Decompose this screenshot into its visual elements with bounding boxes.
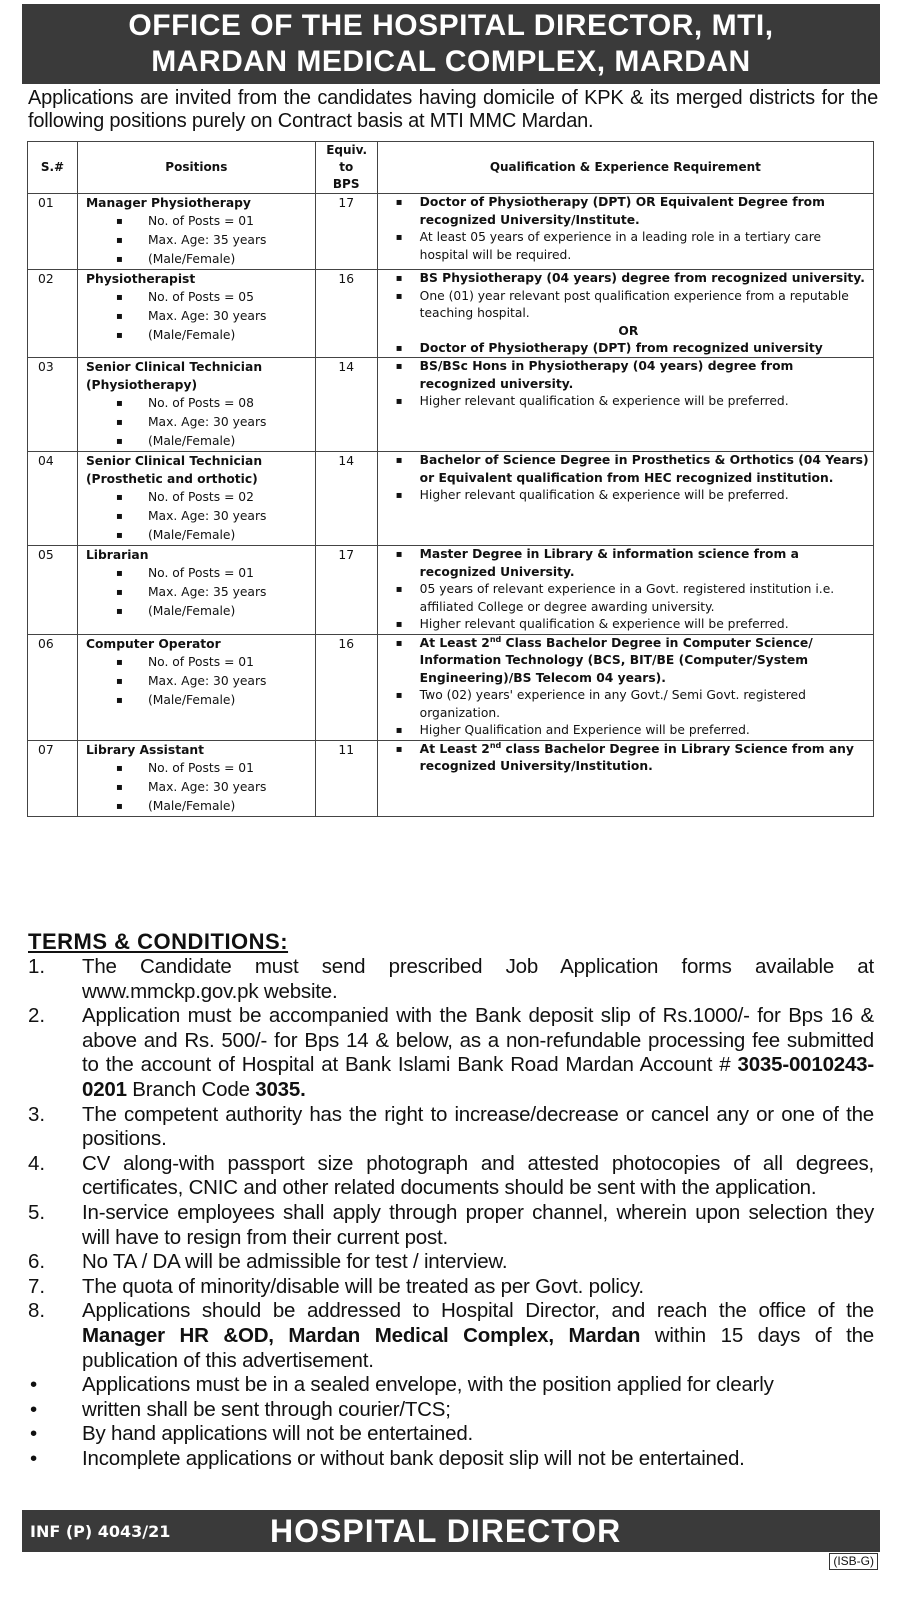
term-number: 8. bbox=[28, 1299, 46, 1323]
term-item bbox=[28, 1201, 874, 1250]
term-number: 6. bbox=[28, 1250, 46, 1274]
position-detail: ▪ Max. Age: 35 years bbox=[116, 231, 315, 250]
row-bps: 17 bbox=[315, 546, 377, 635]
row-qualification bbox=[377, 358, 873, 452]
position-title: Senior Clinical Technician (Physiotherapy) bbox=[85, 360, 263, 392]
qualification-text: At Least 2 bbox=[419, 635, 490, 650]
position-title: Manager Physiotherapy bbox=[85, 196, 251, 210]
position-detail: ▪ (Male/Female) bbox=[116, 797, 315, 816]
term-text-part: Incomplete applications or without bank deposit slip will not be entertained. bbox=[82, 1446, 745, 1470]
table-row bbox=[28, 546, 874, 635]
term-text-part: The competent authority has the right to increase/decrease or cancel any or one of the positions. bbox=[82, 1102, 874, 1151]
term-item bbox=[28, 1152, 874, 1201]
term-item bbox=[28, 1103, 874, 1152]
position-detail: ▪ No. of Posts = 08 bbox=[116, 394, 315, 413]
position-detail: ▪ (Male/Female) bbox=[116, 602, 315, 621]
row-position bbox=[77, 194, 315, 270]
header-sn: S.# bbox=[28, 142, 78, 194]
position-detail: ▪ No. of Posts = 01 bbox=[116, 653, 315, 672]
position-detail: ▪ No. of Posts = 05 bbox=[116, 288, 315, 307]
term-text-part: In-service employees shall apply through proper channel, wherein upon selection they will have to resign from their current post. bbox=[82, 1200, 874, 1249]
position-detail: ▪ (Male/Female) bbox=[116, 326, 315, 345]
table-header-row bbox=[28, 142, 874, 194]
ordinal-suffix: nd bbox=[489, 740, 502, 750]
position-title: Senior Clinical Technician (Prosthetic and orthotic) bbox=[85, 454, 263, 486]
header-band bbox=[22, 4, 880, 84]
term-text bbox=[82, 1103, 874, 1152]
term-text-part: Applications must be in a sealed envelope, with the position applied for clearly bbox=[82, 1373, 774, 1397]
qualification-item: ▪ 05 years of relevant experience in a Govt. registered institution i.e. affiliated College or degree awarding university. bbox=[388, 581, 869, 616]
term-text bbox=[82, 1422, 874, 1447]
row-qualification bbox=[377, 270, 873, 358]
row-qualification bbox=[377, 740, 873, 816]
qualification-item: ▪ Two (02) years' experience in any Govt./ Semi Govt. registered organization. bbox=[388, 687, 869, 722]
term-text-part: Branch Code bbox=[126, 1077, 256, 1101]
term-number: 3. bbox=[28, 1102, 46, 1126]
row-serial: 04 bbox=[28, 452, 78, 546]
qualification-item bbox=[388, 635, 869, 688]
table-row bbox=[28, 740, 874, 816]
table-row bbox=[28, 270, 874, 358]
term-item bbox=[28, 1447, 874, 1472]
or-separator: OR bbox=[618, 323, 639, 338]
qualification-item: ▪ Bachelor of Science Degree in Prosthetics & Orthotics (04 Years) or Equivalent qualification from HEC recognized institution. bbox=[388, 452, 869, 487]
qualification-item: ▪ Master Degree in Library & information science from a recognized University. bbox=[388, 546, 869, 581]
row-bps: 17 bbox=[315, 194, 377, 270]
row-qualification bbox=[377, 634, 873, 740]
header-bps-label: Equiv. to BPS bbox=[326, 143, 368, 191]
row-serial: 06 bbox=[28, 634, 78, 740]
term-text bbox=[82, 1250, 874, 1275]
term-text bbox=[82, 1299, 874, 1373]
term-text-part: CV along-with passport size photograph and attested photocopies of all degrees, certificates, CNIC and other related documents should be sent with the application. bbox=[82, 1151, 874, 1200]
qualification-item: ▪ Doctor of Physiotherapy (DPT) from recognized university bbox=[388, 340, 869, 358]
row-serial: 02 bbox=[28, 270, 78, 358]
ordinal-suffix: nd bbox=[489, 634, 502, 644]
position-detail: ▪ Max. Age: 30 years bbox=[116, 307, 315, 326]
table-row bbox=[28, 634, 874, 740]
row-qualification bbox=[377, 546, 873, 635]
term-emphasis: 3035-0010243- 0201 bbox=[82, 1053, 874, 1101]
row-position bbox=[77, 634, 315, 740]
term-text bbox=[82, 1004, 874, 1102]
qualification-item: ▪ BS/BSc Hons in Physiotherapy (04 years) degree from recognized university. bbox=[388, 358, 869, 393]
position-title: Library Assistant bbox=[85, 742, 205, 757]
row-bps: 16 bbox=[315, 634, 377, 740]
row-bps: 11 bbox=[315, 740, 377, 816]
row-bps: 14 bbox=[315, 452, 377, 546]
header-title-line2: MARDAN MEDICAL COMPLEX, MARDAN bbox=[151, 45, 751, 78]
row-serial: 07 bbox=[28, 740, 78, 816]
row-serial: 05 bbox=[28, 546, 78, 635]
row-qualification bbox=[377, 194, 873, 270]
position-title: Physiotherapist bbox=[85, 272, 196, 286]
row-position bbox=[77, 452, 315, 546]
footer-signature: HOSPITAL DIRECTOR bbox=[270, 1513, 622, 1549]
table-body bbox=[28, 194, 874, 817]
row-position bbox=[77, 740, 315, 816]
header-qualification: Qualification & Experience Requirement bbox=[377, 142, 873, 194]
term-item bbox=[28, 1398, 874, 1423]
term-text bbox=[82, 1447, 874, 1472]
term-text bbox=[82, 955, 874, 1004]
term-text bbox=[82, 1152, 874, 1201]
terms-title: TERMS & CONDITIONS: bbox=[28, 929, 289, 954]
table-row bbox=[28, 452, 874, 546]
position-detail: ▪ No. of Posts = 01 bbox=[116, 759, 315, 778]
footer-reference: INF (P) 4043/21 bbox=[30, 1522, 171, 1541]
term-item bbox=[28, 955, 874, 1004]
footer-band bbox=[22, 1510, 880, 1552]
qualification-text: class Bachelor Degree in Library Science from any recognized University/Institution. bbox=[419, 741, 854, 773]
term-number: 4. bbox=[28, 1151, 46, 1175]
bullet-marker: • bbox=[30, 1397, 38, 1421]
bullet-marker: • bbox=[30, 1446, 38, 1470]
term-number: 5. bbox=[28, 1200, 46, 1224]
qualification-item bbox=[388, 741, 869, 776]
bullet-marker: • bbox=[30, 1373, 38, 1397]
row-position bbox=[77, 358, 315, 452]
bullet-marker: • bbox=[30, 1422, 38, 1446]
term-item bbox=[28, 1373, 874, 1398]
term-text-part: By hand applications will not be entertained. bbox=[82, 1422, 474, 1446]
header-bps bbox=[315, 142, 377, 194]
position-detail: ▪ (Male/Female) bbox=[116, 691, 315, 710]
qualification-text: At Least 2 bbox=[419, 741, 490, 756]
term-text bbox=[82, 1275, 874, 1300]
position-detail: ▪ Max. Age: 30 years bbox=[116, 778, 315, 797]
qualification-item: ▪ Higher relevant qualification & experience will be preferred. bbox=[388, 487, 869, 505]
qualification-item: ▪ Higher Qualification and Experience will be preferred. bbox=[388, 722, 869, 740]
position-title: Computer Operator bbox=[85, 636, 221, 651]
header-title-line1: OFFICE OF THE HOSPITAL DIRECTOR, MTI, bbox=[128, 9, 774, 42]
term-text-part: written shall be sent through courier/TCS; bbox=[82, 1397, 451, 1421]
term-text bbox=[82, 1373, 874, 1398]
position-detail: ▪ Max. Age: 30 years bbox=[116, 507, 315, 526]
term-number: 7. bbox=[28, 1274, 46, 1298]
terms-list bbox=[28, 955, 874, 1471]
row-bps: 14 bbox=[315, 358, 377, 452]
term-text-part: Applications should be addressed to Hospital Director, and reach the office of the bbox=[82, 1299, 874, 1323]
position-detail: ▪ Max. Age: 30 years bbox=[116, 672, 315, 691]
row-serial: 01 bbox=[28, 194, 78, 270]
position-detail: ▪ (Male/Female) bbox=[116, 526, 315, 545]
position-detail: ▪ Max. Age: 30 years bbox=[116, 413, 315, 432]
qualification-item: ▪ One (01) year relevant post qualification experience from a reputable teaching hospital. bbox=[388, 288, 869, 323]
term-text bbox=[82, 1201, 874, 1250]
term-number: 2. bbox=[28, 1004, 46, 1028]
intro-paragraph: Applications are invited from the candidates having domicile of KPK & its merged districts for the following positions purely on Contract basis at MTI MMC Mardan. bbox=[28, 87, 878, 132]
position-detail: ▪ Max. Age: 35 years bbox=[116, 583, 315, 602]
footer-tag: (ISB-G) bbox=[829, 1553, 878, 1570]
row-bps: 16 bbox=[315, 270, 377, 358]
term-text-part: The quota of minority/disable will be treated as per Govt. policy. bbox=[82, 1274, 644, 1298]
term-item bbox=[28, 1275, 874, 1300]
term-text-part: No TA / DA will be admissible for test / interview. bbox=[82, 1250, 508, 1274]
term-text-part: within 15 days of the publication of this advertisement. bbox=[82, 1323, 874, 1372]
table-row bbox=[28, 358, 874, 452]
table-row bbox=[28, 194, 874, 270]
row-serial: 03 bbox=[28, 358, 78, 452]
position-detail: ▪ (Male/Female) bbox=[116, 250, 315, 269]
header-positions: Positions bbox=[77, 142, 315, 194]
term-emphasis: Manager HR &OD, Mardan Medical Complex, Mardan bbox=[82, 1323, 641, 1347]
row-qualification bbox=[377, 452, 873, 546]
qualification-item: ▪ BS Physiotherapy (04 years) degree from recognized university. bbox=[388, 270, 869, 288]
qualification-text: Class Bachelor Degree in Computer Science/ Information Technology (BCS, BIT/BE (Computer/System Engineering)/BS Telecom 04 years). bbox=[419, 635, 813, 685]
term-number: 1. bbox=[28, 955, 46, 978]
position-title: Librarian bbox=[85, 548, 149, 562]
term-text bbox=[82, 1398, 874, 1423]
qualification-item: ▪ At least 05 years of experience in a leading role in a tertiary care hospital will be required. bbox=[388, 229, 869, 264]
qualification-item: ▪ Higher relevant qualification & experience will be preferred. bbox=[388, 393, 869, 411]
position-detail: ▪ No. of Posts = 01 bbox=[116, 212, 315, 231]
row-position bbox=[77, 546, 315, 635]
position-detail: ▪ No. of Posts = 02 bbox=[116, 488, 315, 507]
term-item bbox=[28, 1250, 874, 1275]
position-detail: ▪ No. of Posts = 01 bbox=[116, 564, 315, 583]
term-emphasis: 3035. bbox=[255, 1077, 306, 1101]
positions-table bbox=[27, 141, 874, 817]
term-item bbox=[28, 1422, 874, 1447]
term-item bbox=[28, 1299, 874, 1373]
term-text-part: Application must be accompanied with the Bank deposit slip of Rs.1000/- for Bps 16 & above and Rs. 500/- for Bps 14 & below, as a non-refundable processing fee submitted to the account of Hospital at Bank Islami Bank Road Mardan Account # bbox=[82, 1004, 874, 1077]
qualification-item: ▪ Higher relevant qualification & experience will be preferred. bbox=[388, 616, 869, 634]
qualification-item: ▪ Doctor of Physiotherapy (DPT) OR Equivalent Degree from recognized University/Institute. bbox=[388, 194, 869, 229]
position-detail: ▪ (Male/Female) bbox=[116, 432, 315, 451]
term-item bbox=[28, 1004, 874, 1102]
row-position bbox=[77, 270, 315, 358]
term-text-part: The Candidate must send prescribed Job Application forms available at www.mmckp.gov.pk website. bbox=[82, 955, 874, 1003]
